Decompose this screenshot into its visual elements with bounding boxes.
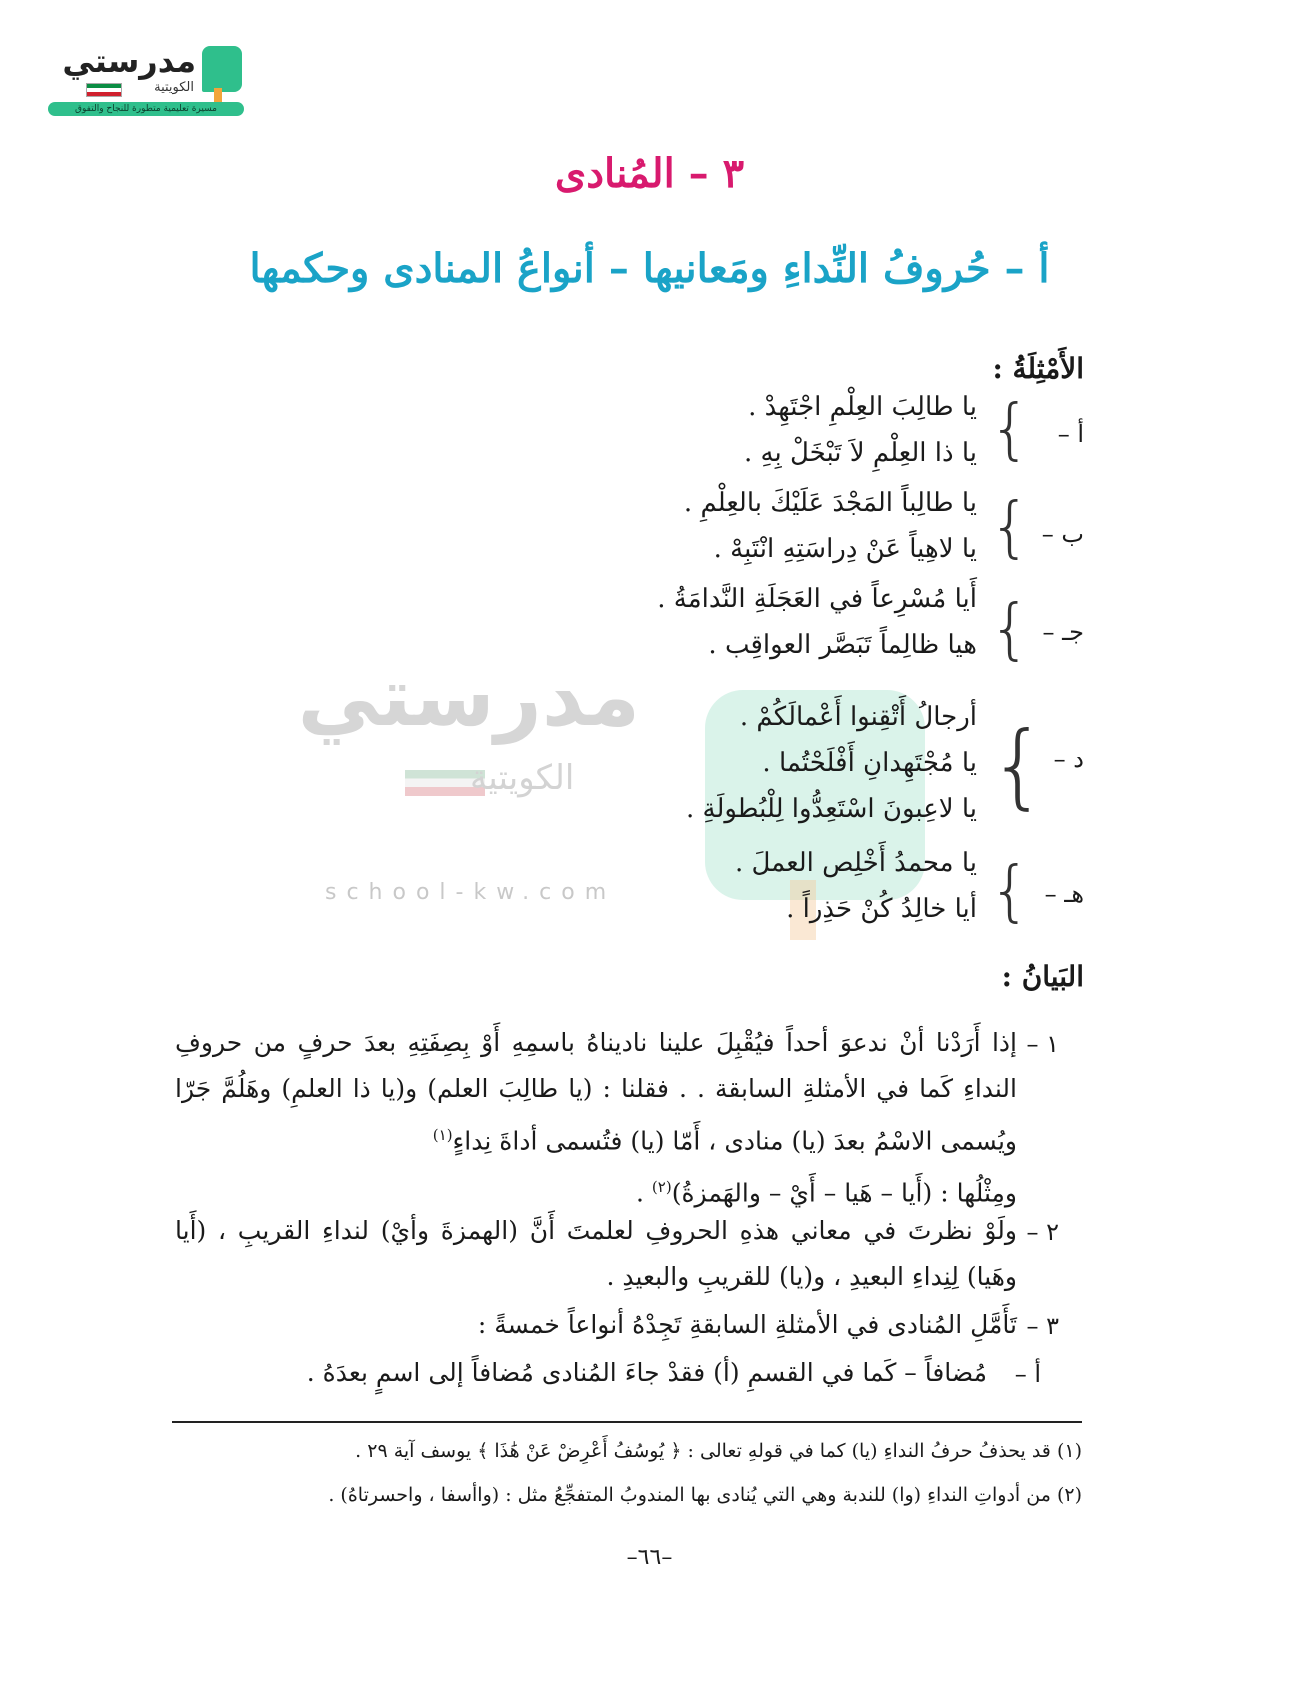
- brace-icon: {: [989, 712, 1048, 819]
- footnote: [355, 1440, 1082, 1462]
- example-line: يا محمدُ أَخْلِص العملَ .: [734, 848, 977, 878]
- example-line: يا مُجْتَهِدانِ أَفْلَحْتُما .: [762, 748, 977, 778]
- watermark-url: school-kw.com: [325, 880, 617, 905]
- explanation-paragraph: ولَوْ نظرتَ في معاني هذهِ الحروفِ لعلمتَ أَنَّ (الهمزةَ وأيْ) لنداءِ القريبِ ، (أَيا وهَيا) لِنِداءِ البعيدِ ، و(يا) للقريبِ والبعيدِ .: [175, 1216, 1017, 1291]
- logo-name: مدرستي: [62, 42, 196, 80]
- example-line: يا لاهِياً عَنْ دِراسَتِهِ انْتَبِهْ .: [713, 534, 977, 564]
- page-subtitle: أ – حُروفُ النِّداءِ ومَعانيها – أنواعُ المنادى وحكمها: [249, 245, 1050, 292]
- kuwait-flag-icon: [86, 83, 122, 97]
- example-line: يا ذا العِلْمِ لاَ تَبْخَلْ بِهِ .: [744, 438, 977, 468]
- item-number: أ –: [1014, 1360, 1041, 1388]
- example-line: يا طالِبَ العِلْمِ اجْتَهِدْ .: [748, 392, 977, 422]
- explanation-paragraph: مُضافاً – كَما في القسمِ (أ) فقدْ جاءَ المُنادى مُضافاً إلى اسمٍ بعدَهُ .: [306, 1358, 987, 1387]
- explanation-paragraph: تَأَمَّلِ المُنادى في الأمثلةِ السابقةِ تَجِدْهُ أنواعاً خمسةً :: [477, 1310, 1017, 1339]
- footnote-number: (٢): [1056, 1484, 1082, 1506]
- example-line: أَيا مُسْرِعاً في العَجَلَةِ النَّدامَةُ .: [657, 584, 977, 614]
- paragraph-text: إذا أَرَدْنا أنْ ندعوَ أحداً فيُقْبِلَ علينا ناديناهُ باسمِهِ أَوْ بِصِفَتِهِ بعدَ حرفٍ من حروفِ النداءِ كَما في الأمثلةِ السابقة . . فقلنا : (يا طالِبَ العلم) و(يا ذا العلمِ) وهَلُمَّ جَرّا ويُسمى الاسْمُ بعدَ (يا) منادى ، أَمّا (يا) فتُسمى أداةَ نِداءٍ: [175, 1028, 1017, 1156]
- item-number: ٣ –: [1026, 1312, 1059, 1340]
- logo-subtitle: الكويتية: [154, 80, 194, 95]
- example-line: يا طالِباً المَجْدَ عَلَيْكَ بالعِلْمِ .: [683, 488, 977, 518]
- logo-tagline: مسيرة تعليمية متطورة للنجاح والتفوق: [48, 102, 244, 116]
- explanation-heading: البَيانُ :: [1001, 960, 1084, 993]
- footnote-number: (١): [1056, 1440, 1082, 1462]
- logo: [48, 40, 244, 122]
- brace-icon: {: [989, 390, 1031, 467]
- footnote-text: قد يحذفُ حرفُ النداءِ (يا) كما في قولهِ تعالى : ﴿ يُوسُفُ أَعْرِضْ عَنْ هَٰذَا ﴾ يوسف آية ٢٩ .: [355, 1440, 1051, 1462]
- footnote-ref: (٢): [651, 1178, 672, 1197]
- watermark-subtitle: الكويتية: [470, 758, 575, 798]
- paragraph-text: ومِثْلُها : (أَيا – هَيا – أَيْ – والهَمزةُ): [671, 1178, 1017, 1208]
- example-line: يا لاعِبونَ اسْتَعِدُّوا لِلْبُطولَةِ .: [685, 794, 977, 824]
- item-number: ١ –: [1026, 1030, 1059, 1058]
- examples-heading: الأَمْثِلَةُ :: [992, 352, 1084, 385]
- example-line: هيا ظالِماً تَبَصَّر العواقِب .: [708, 630, 977, 660]
- example-label-e: هـ –: [1044, 880, 1084, 908]
- book-logo-icon: [202, 46, 242, 92]
- brace-icon: {: [989, 488, 1031, 565]
- footnote-text: من أدواتِ النداءِ (وا) للندبة وهي التي يُنادى بها المندوبُ المتفجِّعُ مثل : (واأسفا ، واحسرتاهُ) .: [328, 1484, 1051, 1506]
- example-label-d: د –: [1053, 745, 1084, 773]
- explanation-paragraph: [175, 1020, 1017, 1217]
- page-title: ٣ – المُنادى: [554, 150, 745, 197]
- example-line: أرجالُ أَتْقِنوا أَعْمالَكُمْ .: [739, 702, 977, 732]
- page-number: –٦٦–: [626, 1545, 673, 1570]
- example-label-b: ب –: [1041, 520, 1084, 548]
- example-label-c: جـ –: [1042, 618, 1084, 646]
- footnote-ref: (١): [432, 1126, 453, 1144]
- paragraph-text: .: [636, 1178, 644, 1208]
- example-line: أيا خالِدُ كُنْ حَذِراً .: [786, 894, 977, 924]
- example-label-a: أ –: [1057, 420, 1084, 448]
- brace-icon: {: [989, 852, 1031, 929]
- footnote: [328, 1484, 1082, 1506]
- footnote-divider: [172, 1421, 1082, 1423]
- brace-icon: {: [989, 590, 1031, 667]
- item-number: ٢ –: [1026, 1218, 1059, 1246]
- watermark-name: مدرستي: [297, 650, 640, 745]
